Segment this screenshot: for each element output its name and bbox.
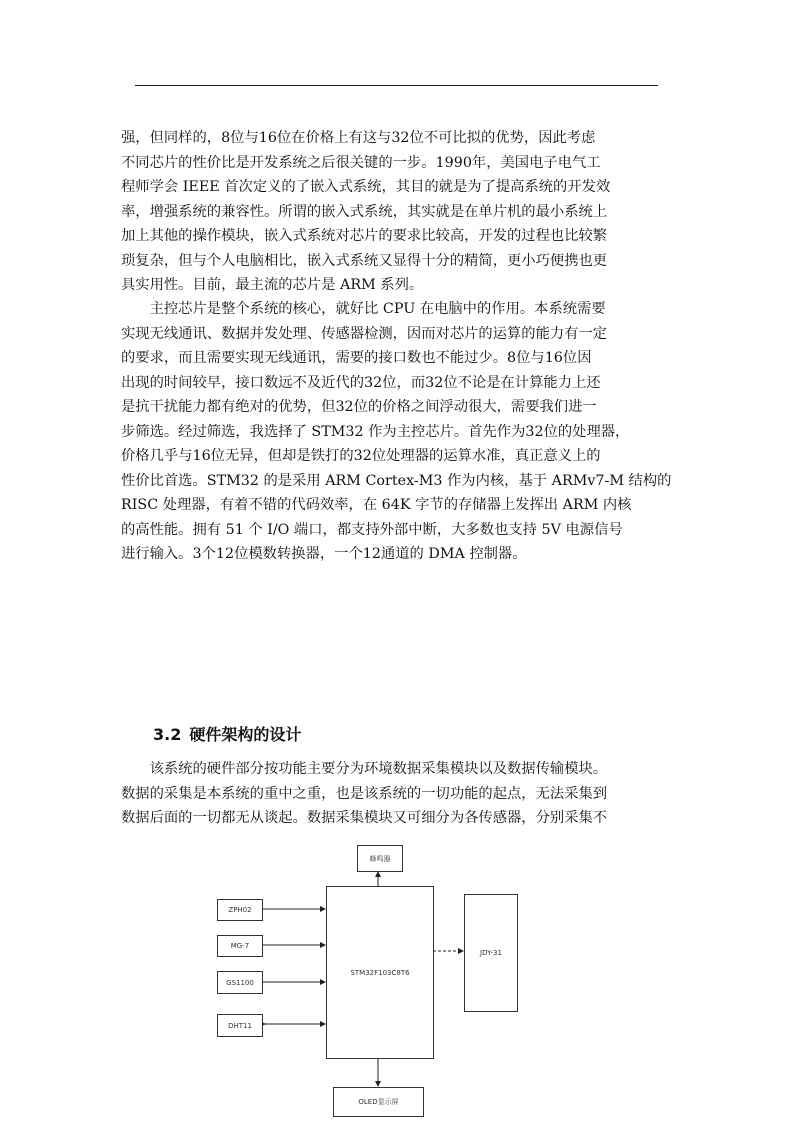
text-line: 主控芯片是整个系统的核心，就好比 CPU 在电脑中的作用。本系统需要 bbox=[121, 301, 606, 317]
sensor-mg7-box bbox=[217, 935, 263, 957]
text-line: 实现无线通讯、数据并发处理、传感器检测，因而对芯片的运算的能力有一定 bbox=[121, 325, 608, 342]
buzzer-box bbox=[357, 845, 403, 872]
text-line: 数据的采集是本系统的重中之重，也是该系统的一切功能的起点，无法采集到 bbox=[121, 785, 608, 802]
text-line: 加上其他的操作模块，嵌入式系统对芯片的要求比较高，开发的过程也比较繁 bbox=[121, 228, 608, 244]
text-line: 不同芯片的性价比是开发系统之后很关键的一步。1990年，美国电子电气工 bbox=[121, 154, 601, 171]
mcu-box bbox=[326, 886, 434, 1059]
text-line: 该系统的硬件部分按功能主要分为环境数据采集模块以及数据传输模块。 bbox=[121, 761, 608, 777]
display-oled-label: OLED显示屏 bbox=[358, 1098, 399, 1106]
paragraph-3 bbox=[121, 757, 671, 831]
sensor-gs1100-label: GS1100 bbox=[226, 978, 254, 987]
sensor-zph02-label: ZPH02 bbox=[228, 906, 252, 914]
text-line: 琐复杂，但与个人电脑相比，嵌入式系统又显得十分的精简，更小巧便携也更 bbox=[121, 252, 608, 269]
sensor-zph02-box bbox=[217, 899, 263, 921]
section-number: 3.2 bbox=[153, 725, 182, 744]
text-line: 价格几乎与16位无异，但却是铁打的32位处理器的运算水准，真正意义上的 bbox=[121, 448, 601, 464]
sensor-dht11-label: DHT11 bbox=[228, 1021, 252, 1030]
paragraph-2 bbox=[121, 297, 671, 567]
text-line: 进行输入。3个12位模数转换器，一个12通道的 DMA 控制器。 bbox=[121, 546, 527, 562]
text-line: RISC 处理器，有着不错的代码效率，在 64K 字节的存储器上发挥出 ARM 内核 bbox=[121, 497, 632, 513]
wireless-jdy31-box bbox=[464, 894, 518, 1012]
buzzer-label: 蜂鸣器 bbox=[369, 854, 391, 863]
mcu-label: STM32F103C8T6 bbox=[350, 968, 410, 977]
text-line: 出现的时间较早，接口数远不及近代的32位，而32位不论是在计算能力上还 bbox=[121, 374, 601, 391]
section-heading bbox=[153, 722, 301, 745]
display-oled-box bbox=[333, 1087, 424, 1117]
wireless-jdy31-label: JDY-31 bbox=[480, 949, 502, 957]
text-line: 的高性能。拥有 51 个 I/O 端口，都支持外部中断，大多数也支持 5V 电源信号 bbox=[121, 521, 623, 538]
text-line: 率，增强系统的兼容性。所谓的嵌入式系统，其实就是在单片机的最小系统上 bbox=[121, 203, 608, 220]
text-line: 数据后面的一切都无从谈起。数据采集模块又可细分为各传感器，分别采集不 bbox=[121, 810, 608, 826]
sensor-mg7-label: MG-7 bbox=[230, 942, 250, 950]
text-line: 性价比首选。STM32 的是采用 ARM Cortex-M3 作为内核，基于 ARMv7-M 结构的 bbox=[121, 472, 672, 489]
text-line: 程师学会 IEEE 首次定义的了嵌入式系统，其目的就是为了提高系统的开发效 bbox=[121, 179, 611, 195]
text-line: 强，但同样的，8位与16位在价格上有这与32位不可比拟的优势，因此考虑 bbox=[121, 130, 596, 146]
sensor-dht11-box bbox=[217, 1014, 263, 1037]
text-line: 的要求，而且需要实现无线通讯，需要的接口数也不能过少。8位与16位因 bbox=[121, 350, 592, 366]
sensor-gs1100-box bbox=[217, 971, 263, 994]
text-line: 具实用性。目前，最主流的芯片是 ARM 系列。 bbox=[121, 277, 424, 293]
text-line: 步筛选。经过筛选，我选择了 STM32 作为主控芯片。首先作为32位的处理器， bbox=[121, 423, 630, 440]
section-title: 硬件架构的设计 bbox=[189, 725, 302, 744]
header-rule bbox=[135, 85, 658, 86]
text-line: 是抗干扰能力都有绝对的优势，但32位的价格之间浮动很大，需要我们进一 bbox=[121, 399, 597, 415]
paragraph-1 bbox=[121, 126, 671, 298]
